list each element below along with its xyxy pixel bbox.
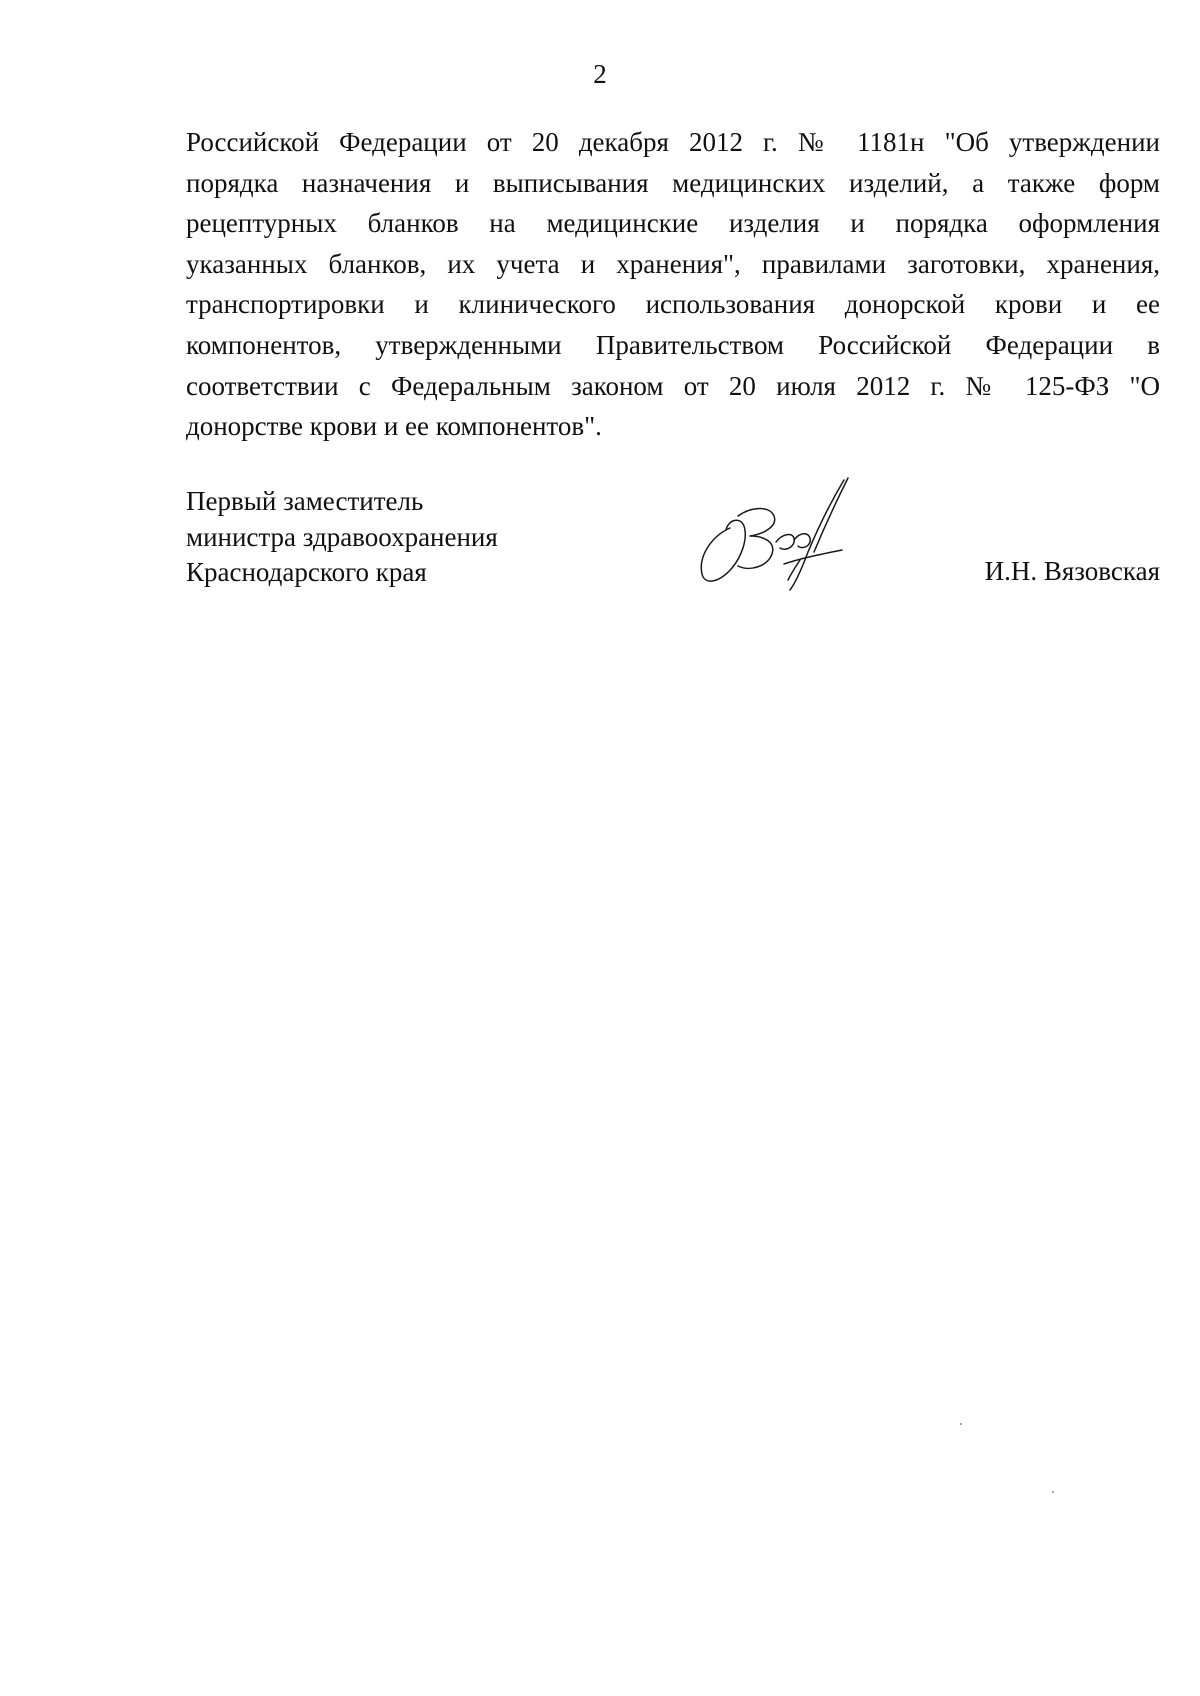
body-line: донорстве крови и ее компонентов". [186,411,602,442]
scan-speck [1052,1491,1054,1493]
signatory-title-line: министра здравоохранения [186,521,498,552]
body-paragraph [186,122,1160,447]
body-line: соответствии с Федеральным законом от 20 июля 2012 г. № 125-ФЗ "О [186,370,1160,401]
signatory-title [186,484,498,591]
signatory-title-line: Краснодарского края [186,557,427,587]
body-line: рецептурных бланков на медицинские изделия и порядка оформления [186,208,1160,239]
body-line: компонентов, утвержденными Правительством Российской Федерации в [186,329,1160,360]
body-line: Российской Федерации от 20 декабря 2012 г. № 1181н "Об утверждении [186,127,1160,157]
page-number: 2 [593,59,607,89]
signatory-name: И.Н. Вязовская [984,556,1160,586]
handwritten-signature [692,476,870,594]
body-line: транспортировки и клинического использования донорской крови и ее [186,289,1160,320]
body-line: указанных бланков, их учета и хранения", правилами заготовки, хранения, [186,248,1160,279]
signatory-title-line: Первый заместитель [186,486,424,516]
scan-speck [960,1423,962,1425]
body-line: порядка назначения и выписывания медицинских изделий, а также форм [186,167,1160,198]
